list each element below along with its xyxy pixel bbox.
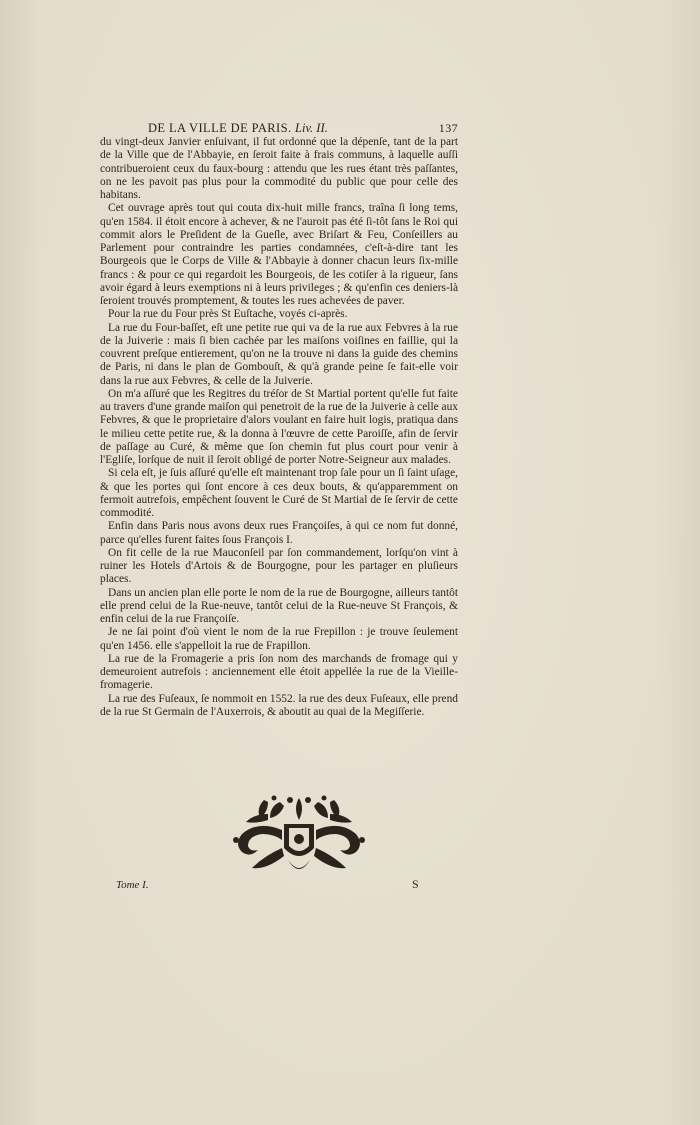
running-head-title: DE LA VILLE DE PARIS. — [148, 121, 292, 135]
paragraph: La rue de la Fromagerie a pris ſon nom des marchands de fromage qui y demeuroient autrefois : anciennement elle étoit appellée la rue de la Vieille-fromagerie. — [100, 652, 458, 692]
paragraph: Je ne ſai point d'où vient le nom de la rue Frepillon : je trouve ſeulement qu'en 1456. elle s'appelloit la rue de Frapillon. — [100, 626, 458, 652]
paragraph: du vingt-deux Janvier enſuivant, il fut ordonné que la dépenſe, tant de la part de la Ville que de l'Abbayie, en ſeroit faite à frais communs, à laquelle auſſi contribueroient ceux du faux-bourg : attendu que les rues étant très paſſantes, on ne les pavoit pas plus pour la commodité du public que pour celle des habitans. — [100, 136, 458, 201]
paragraph: Cet ouvrage après tout qui couta dix-huit mille francs, traîna ſi long tems, qu'en 1584. il étoit encore à achever, & ne l'auroit pas été ſi-tôt ſans le Roi qui commit alors le Preſident de la Gueſle, avec Briſart & Feu, Conſeillers au Parlement pour contraindre les parties condamnées, c'eſt-à-dire tant les Bourgeois que le Corps de Ville & l'Abbayie à donner chacun leurs ſix-mille francs : & pour ce qui regardoit les Bourgeois, de les cotiſer à la rigueur, ſans avoir égard à leurs exemptions ni à leurs privileges ; & qu'enfin ces deniers-là ſeroient trouvés promptement, & toutes les rues achevées de paver. — [100, 202, 458, 307]
volume-label: Tome I. — [116, 879, 149, 891]
floral-tailpiece-icon — [228, 790, 370, 880]
signature-mark: S — [412, 877, 419, 891]
running-head — [148, 121, 328, 136]
body-text — [100, 136, 458, 719]
paragraph: Enfin dans Paris nous avons deux rues Françoiſes, à qui ce nom fut donné, parce qu'elles furent faites ſous François I. — [100, 520, 458, 546]
paragraph: On fit celle de la rue Mauconſeil par ſon commandement, lorſqu'on vint à ruiner les Hotels d'Artois & de Bourgogne, pour les partager en pluſieurs places. — [100, 546, 458, 586]
paragraph: On m'a aſſuré que les Regitres du tréſor de St Martial portent qu'elle fut faite au travers d'une grande maiſon qui penetroit de la rue de la Juiverie à celle aux Febvres, & que le proprietaire d'alors voulant en faire huit logis, pratiqua dans le milieu cette petite rue, & la donna à l'œuvre de cette Paroiſſe, afin de ſervir de paſſage au Curé, & même que ſon chemin fut plus court pour venir à l'Egliſe, lorſque de nuit il ſeroit obligé de porter Notre-Seigneur aux malades. — [100, 387, 458, 466]
page-number: 137 — [438, 121, 458, 135]
paragraph: La rue du Four-baſſet, eſt une petite rue qui va de la rue aux Febvres à la rue de la Juiverie : mais ſi bien cachée par les maiſons voiſines en faillie, qui la couvrent preſque entierement, qu'on ne la trouve ni dans la guide des chemins de Paris, ni dans le plan de Gombouſt, & qu'à grande peine ſe fait-elle voir dans la rue aux Febvres, & celle de la Juiverie. — [100, 321, 458, 387]
book-number: Liv. II. — [295, 121, 328, 135]
paragraph: Si cela eſt, je ſuis aſſuré qu'elle eſt maintenant trop ſale pour un ſi ſaint uſage, & que les portes qui ſont encore à ces deux bouts, & qu'apparemment on fermoit autrefois, empêchent ſouvent le Curé de St Martial de ſe ſervir de cette commodité. — [100, 467, 458, 519]
paragraph: La rue des Fuſeaux, ſe nommoit en 1552. la rue des deux Fuſeaux, elle prend de la rue St Germain de l'Auxerrois, & aboutit au quai de la Megiſſerie. — [100, 692, 458, 718]
paragraph: Dans un ancien plan elle porte le nom de la rue de Bourgogne, ailleurs tantôt elle prend celui de la Rue-neuve, tantôt celui de la Rue-neuve St François, & enfin celui de la rue Françoiſe. — [100, 586, 458, 625]
paragraph: Pour la rue du Four près St Euſtache, voyés ci-après. — [108, 308, 348, 321]
